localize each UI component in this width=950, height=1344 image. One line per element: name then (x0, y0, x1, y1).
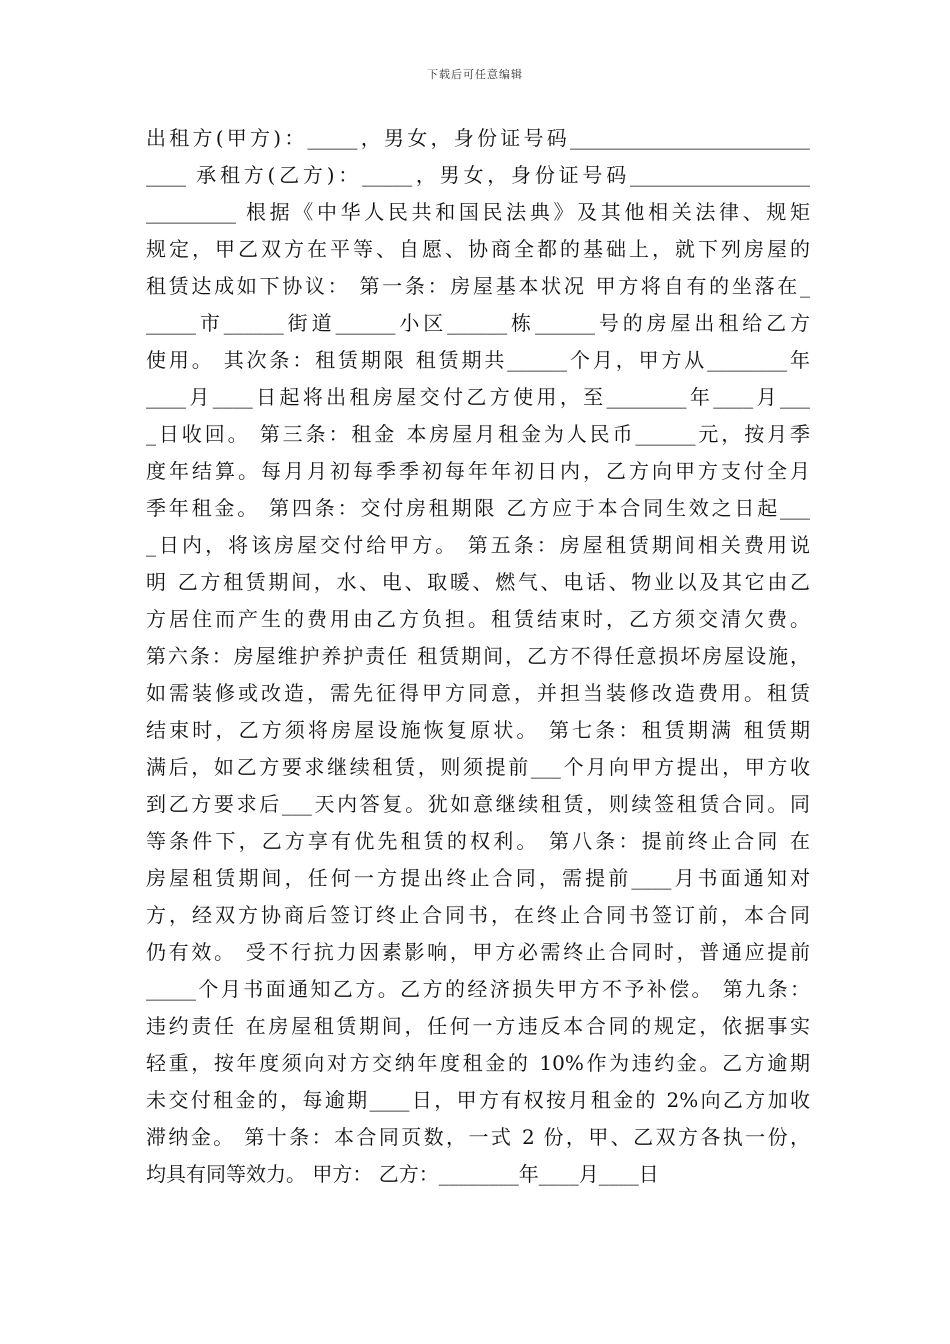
text-line: _日内，将该房屋交付给甲方。 第五条：房屋租赁期间相关费用说 (146, 533, 810, 557)
text-line: 轻重，按年度须向对方交纳年度租金的 10%作为违约金。乙方逾期 (146, 1051, 810, 1075)
contract-body (146, 120, 810, 1193)
text-line: 滞纳金。 第十条：本合同页数，一式 2 份，甲、乙双方各执一份， (146, 1125, 810, 1149)
text-line: 第六条：房屋维护养护责任 租赁期间，乙方不得任意损坏房屋设施， (146, 644, 810, 668)
text-line: 规定，甲乙双方在平等、自愿、协商全都的基础上，就下列房屋的 (146, 237, 810, 261)
text-line: _____市______街道______小区______栋______号的房屋出租给乙方 (146, 311, 810, 335)
text-line: 等条件下，乙方享有优先租赁的权利。 第八条：提前终止合同 在 (146, 829, 810, 853)
text-line: 出租方(甲方)：_____，男女，身份证号码________________________ (146, 126, 810, 150)
text-line: _________ 根据《中华人民共和国民法典》及其他相关法律、规矩 (146, 200, 810, 224)
text-line: 度年结算。每月月初每季季初每年年初日内，乙方向甲方支付全月 (146, 459, 810, 483)
text-line: _____个月书面通知乙方。乙方的经济损失甲方不予补偿。 第九条： (146, 977, 810, 1001)
text-line: 到乙方要求后___天内答复。犹如意继续租赁，则续签租赁合同。同 (146, 792, 810, 816)
text-line-last: 均具有同等效力。 甲方： 乙方：________年____月____日 (146, 1162, 659, 1186)
text-line: 使用。 其次条：租赁期限 租赁期共______个月，甲方从________年 (146, 348, 810, 372)
page-header-note: 下载后可任意编辑 (427, 68, 523, 81)
text-line: ____月____日起将出租房屋交付乙方使用，至________年____月___ (146, 385, 810, 409)
text-line: ____ 承租方(乙方)：_____，男女，身份证号码__________________ (146, 163, 810, 187)
text-line: 仍有效。 受不行抗力因素影响，甲方必需终止合同时，普通应提前 (146, 940, 810, 964)
text-line: _日收回。 第三条：租金 本房屋月租金为人民币______元，按月季 (146, 422, 810, 446)
text-line: 租赁达成如下协议： 第一条：房屋基本状况 甲方将自有的坐落在_ (146, 274, 810, 298)
text-line: 方，经双方协商后签订终止合同书，在终止合同书签订前，本合同 (146, 903, 810, 927)
text-line: 明 乙方租赁期间，水、电、取暖、燃气、电话、物业以及其它由乙 (146, 570, 810, 594)
text-line: 季年租金。 第四条：交付房租期限 乙方应于本合同生效之日起___ (146, 496, 810, 520)
text-line: 如需装修或改造，需先征得甲方同意，并担当装修改造费用。租赁 (146, 681, 810, 705)
text-line: 方居住而产生的费用由乙方负担。租赁结束时，乙方须交清欠费。 (146, 607, 810, 631)
text-line: 未交付租金的，每逾期____日，甲方有权按月租金的 2%向乙方加收 (146, 1088, 810, 1112)
text-line: 房屋租赁期间，任何一方提出终止合同，需提前____月书面通知对 (146, 866, 810, 890)
text-line: 满后，如乙方要求继续租赁，则须提前___个月向甲方提出，甲方收 (146, 755, 810, 779)
text-line: 违约责任 在房屋租赁期间，任何一方违反本合同的规定，依据事实 (146, 1014, 810, 1038)
text-line: 结束时，乙方须将房屋设施恢复原状。 第七条：租赁期满 租赁期 (146, 718, 810, 742)
